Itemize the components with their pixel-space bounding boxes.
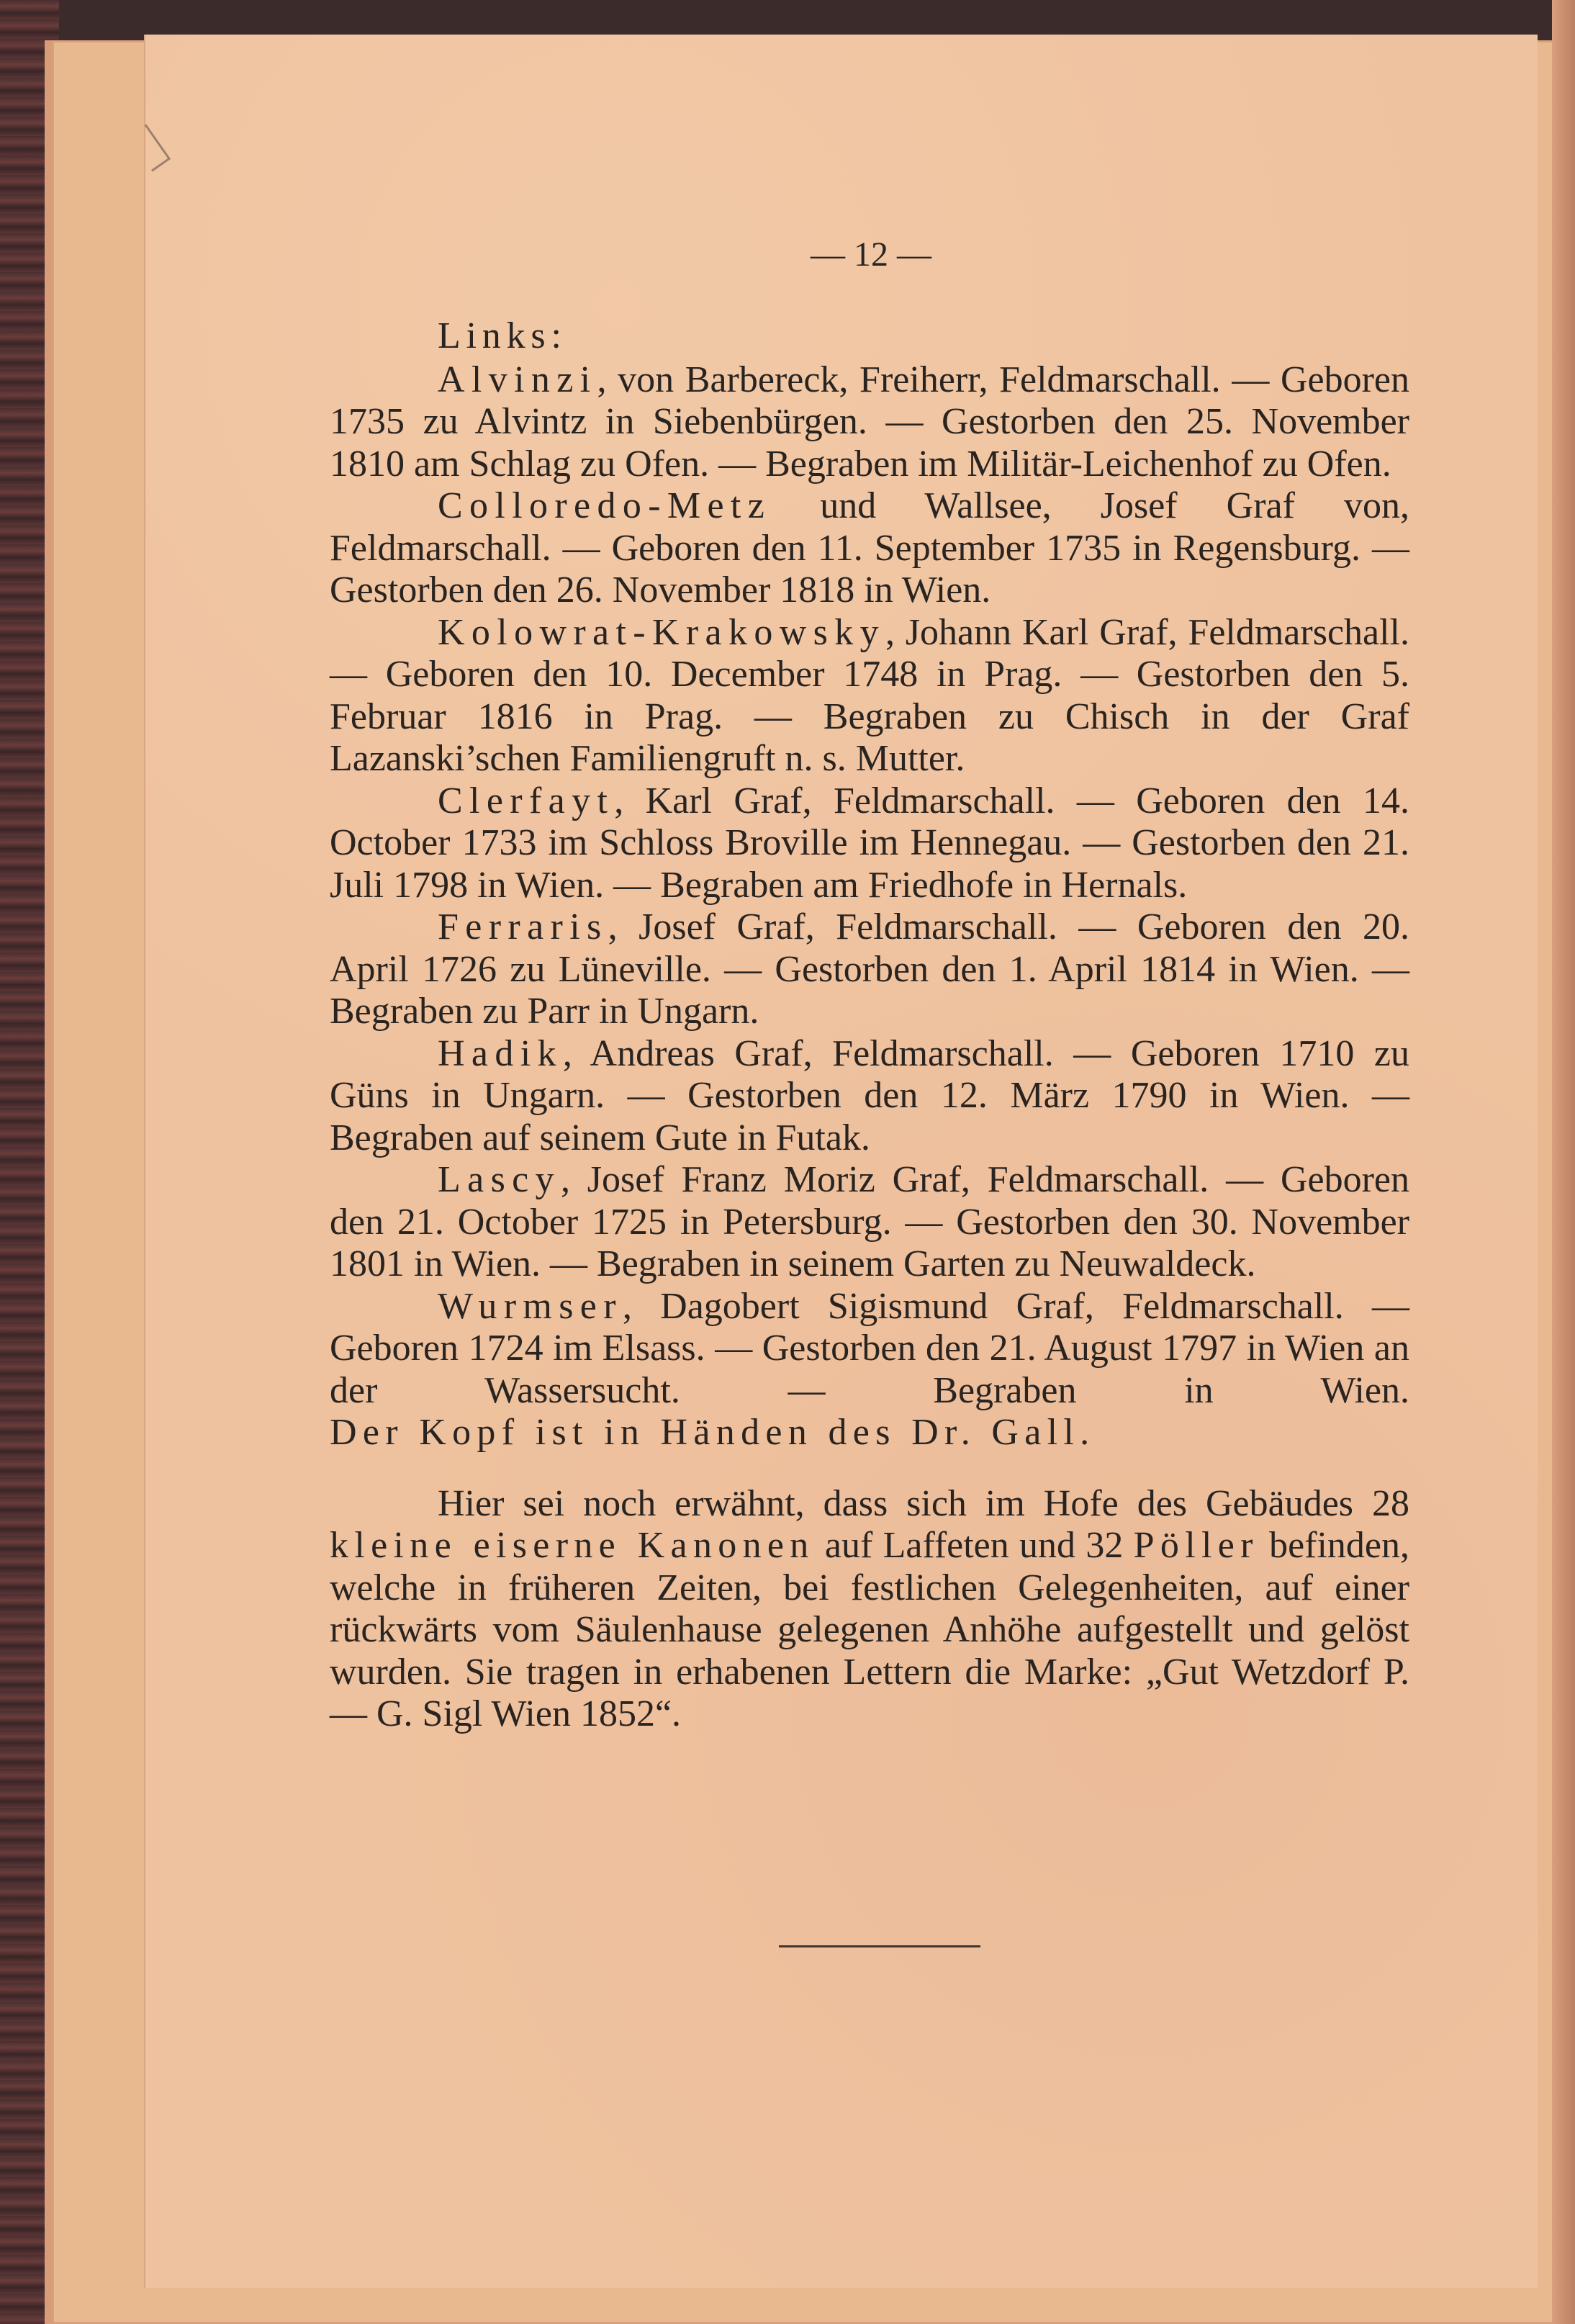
entry-text: und Wallsee, Josef Graf von, Feldmarschall. — Geboren den 11. September 1735 in Regensburg. — Gestorben den 26. November 1818 in Wien. [330, 485, 1409, 611]
entry-text: , Karl Graf, Feldmarschall. — Geboren den 14. October 1733 im Schloss Broville im Hennegau. — Gestorben den 21. Juli 1798 in Wien. — Begraben am Friedhofe in Hernals. [330, 780, 1409, 906]
entry-name: Ferraris [438, 906, 608, 947]
page-number: — 12 — [811, 235, 931, 274]
poller-word: Pöller [1133, 1525, 1259, 1566]
cannons-phrase: kleine eiserne Kanonen [330, 1525, 815, 1566]
final-note [330, 1483, 1409, 1736]
page-right-edge [1552, 0, 1575, 2324]
entry-wurmser [330, 1286, 1409, 1454]
entry-ferraris [330, 906, 1409, 1033]
entry-lascy [330, 1159, 1409, 1286]
entry-name: Clerfayt [438, 780, 615, 821]
section-heading: Links: [438, 315, 567, 356]
entry-hadik [330, 1033, 1409, 1160]
entry-kolowrat [330, 612, 1409, 780]
entry-text: , Dagobert Sigismund Graf, Feldmarschall. — Geboren 1724 im Elsass. — Gestorben den 21. August 1797 in Wien an der Wassersucht. — Begraben in Wien. [330, 1285, 1409, 1411]
entry-text: , Josef Franz Moriz Graf, Feldmarschall. — Geboren den 21. October 1725 in Petersburg. — Gestorben den 30. November 1801 in Wien. — Begraben in seinem Garten zu Neuwaldeck. [330, 1159, 1409, 1284]
entry-name: Alvinzi [438, 359, 597, 400]
entry-name: Hadik [438, 1032, 563, 1074]
entry-alvinzi [330, 359, 1409, 486]
main-text [330, 315, 1409, 1773]
final-text-before: Hier sei noch erwähnt, dass sich im Hofe des Gebäudes 28 [438, 1482, 1409, 1524]
end-rule [779, 1945, 980, 1947]
entry-text: , Josef Graf, Feldmarschall. — Geboren den 20. April 1726 zu Lüneville. — Gestorben den 1. April 1814 in Wien. — Begraben zu Parr in Ungarn. [330, 906, 1409, 1032]
wurmser-head-note: Der Kopf ist in Händen des Dr. Gall. [330, 1412, 1096, 1453]
entry-text: , von Barbereck, Freiherr, Feldmarschall. — Geboren 1735 zu Alvintz in Siebenbürgen. — Gestorben den 25. November 1810 am Schlag zu Ofen. — Begraben im Militär-Leichenhof zu Ofen. [330, 359, 1409, 485]
entry-name: Kolowrat-Krakowsky [438, 611, 885, 653]
final-text-between: auf Laffeten und 32 [814, 1525, 1134, 1566]
entry-colloredo [330, 485, 1409, 612]
entry-name: Colloredo-Metz [438, 485, 772, 526]
entry-name: Lascy [438, 1159, 561, 1200]
final-text-after: befinden, welche in früheren Zeiten, bei festlichen Gelegenheiten, auf einer rückwärts vom Säulenhause gelegenen Anhöhe aufgestellt und gelöst wurden. Sie tragen in erhabenen Lettern die [330, 1525, 1409, 1693]
mark-text: Marke: „Gut Wetzdorf P. — G. Sigl Wien 1852“. [330, 1651, 1409, 1734]
entry-text: , Andreas Graf, Feldmarschall. — Geboren 1710 zu Güns in Ungarn. — Gestorben den 12. März 1790 in Wien. — Begraben auf seinem Gute in Futak. [330, 1032, 1409, 1158]
entry-text: , Johann Karl Graf, Feldmarschall. — Geboren den 10. December 1748 in Prag. — Gestorben den 5. Februar 1816 in Prag. — Begraben zu Chisch in der Graf Lazanski’schen Familiengruft n. s. Mutter. [330, 611, 1409, 779]
entry-name: Wurmser [438, 1285, 623, 1327]
entry-clerfayt [330, 780, 1409, 907]
